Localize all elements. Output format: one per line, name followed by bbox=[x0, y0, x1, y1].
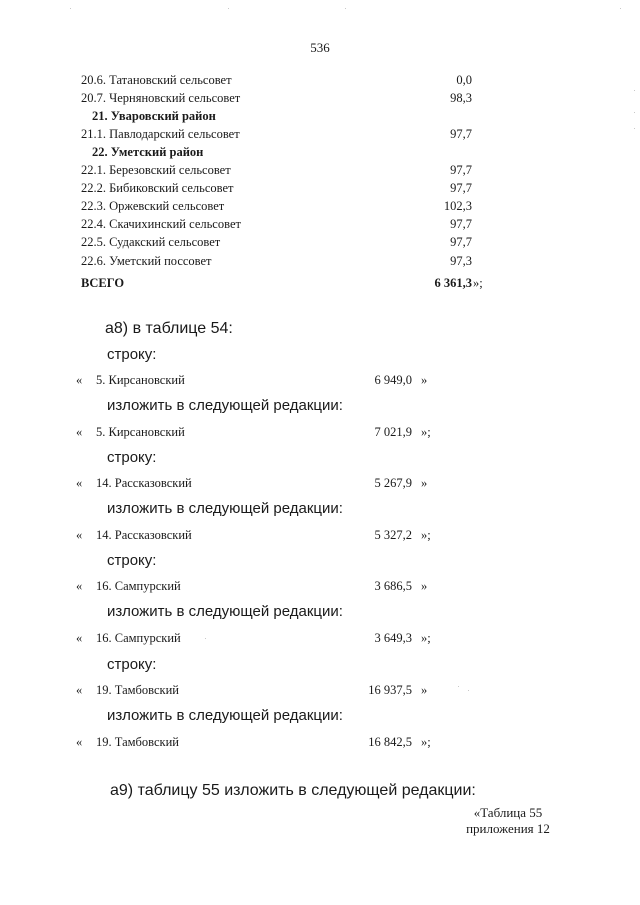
row-label: 21.1. Павлодарский сельсовет bbox=[81, 127, 240, 141]
row-label: 22.3. Оржевский сельсовет bbox=[81, 199, 225, 213]
scan-speck bbox=[205, 638, 206, 639]
old-row-value: 3 686,5 bbox=[374, 579, 412, 593]
row-value: 97,7 bbox=[450, 163, 472, 177]
district-heading: 22. Уметский район bbox=[92, 145, 204, 159]
row-value: 97,3 bbox=[450, 254, 472, 268]
new-row-label: 19. Тамбовский bbox=[96, 735, 179, 749]
scan-speck bbox=[620, 8, 621, 9]
open-quote: « bbox=[76, 425, 83, 439]
row-value: 102,3 bbox=[443, 199, 472, 213]
total-label: ВСЕГО bbox=[81, 276, 125, 290]
old-row-value: 5 267,9 bbox=[374, 476, 412, 490]
scan-speck bbox=[634, 112, 635, 113]
new-row-value: 3 649,3 bbox=[374, 631, 412, 645]
open-quote: « bbox=[76, 373, 83, 387]
row-label: 22.5. Судакский сельсовет bbox=[81, 235, 221, 249]
district-heading: 21. Уваровский район bbox=[92, 109, 216, 123]
scan-speck bbox=[634, 90, 635, 91]
row-value: 97,7 bbox=[450, 181, 472, 195]
total-suffix: »; bbox=[473, 276, 483, 290]
row-value: 97,7 bbox=[450, 217, 472, 231]
close-quote: »; bbox=[421, 735, 431, 749]
replace-label: изложить в следующей редакции: bbox=[107, 397, 343, 414]
new-row-label: 5. Кирсановский bbox=[96, 425, 185, 439]
close-quote: »; bbox=[421, 631, 431, 645]
row-label: 20.7. Черняновский сельсовет bbox=[81, 91, 241, 105]
row-label: 22.4. Скачихинский сельсовет bbox=[81, 217, 241, 231]
replace-label: изложить в следующей редакции: bbox=[107, 603, 343, 620]
open-quote: « bbox=[76, 476, 83, 490]
total-value: 6 361,3 bbox=[434, 276, 472, 290]
open-quote: « bbox=[76, 631, 83, 645]
close-quote: »; bbox=[421, 425, 431, 439]
new-row-value: 7 021,9 bbox=[374, 425, 412, 439]
scan-speck bbox=[228, 8, 229, 9]
scan-speck bbox=[458, 686, 459, 687]
row-label: 22.6. Уметский поссовет bbox=[81, 254, 212, 268]
scan-speck bbox=[345, 8, 346, 9]
replace-label: изложить в следующей редакции: bbox=[107, 707, 343, 724]
close-quote: »; bbox=[421, 528, 431, 542]
scan-speck bbox=[634, 128, 635, 129]
old-row-label: 5. Кирсановский bbox=[96, 373, 185, 387]
stroke-label: строку: bbox=[107, 656, 157, 673]
row-value: 98,3 bbox=[450, 91, 472, 105]
stroke-label: строку: bbox=[107, 552, 157, 569]
old-row-value: 16 937,5 bbox=[368, 683, 412, 697]
a9-heading: а9) таблицу 55 изложить в следующей редакции: bbox=[110, 782, 476, 799]
scan-speck bbox=[468, 690, 469, 691]
close-quote: » bbox=[421, 373, 428, 387]
new-row-value: 16 842,5 bbox=[368, 735, 412, 749]
open-quote: « bbox=[76, 528, 83, 542]
a8-heading: а8) в таблице 54: bbox=[105, 320, 233, 337]
open-quote: « bbox=[76, 683, 83, 697]
scan-speck bbox=[70, 8, 71, 9]
close-quote: » bbox=[421, 683, 428, 697]
row-label: 22.1. Березовский сельсовет bbox=[81, 163, 231, 177]
page-number: 536 bbox=[310, 40, 330, 55]
row-value: 97,7 bbox=[450, 235, 472, 249]
open-quote: « bbox=[76, 579, 83, 593]
row-label: 20.6. Татановский сельсовет bbox=[81, 73, 232, 87]
replace-label: изложить в следующей редакции: bbox=[107, 500, 343, 517]
close-quote: » bbox=[421, 579, 428, 593]
old-row-label: 14. Рассказовский bbox=[96, 476, 192, 490]
new-row-label: 14. Рассказовский bbox=[96, 528, 192, 542]
close-quote: » bbox=[421, 476, 428, 490]
row-value: 97,7 bbox=[450, 127, 472, 141]
old-row-label: 16. Сампурский bbox=[96, 579, 181, 593]
row-value: 0,0 bbox=[456, 73, 472, 87]
new-row-value: 5 327,2 bbox=[374, 528, 412, 542]
old-row-value: 6 949,0 bbox=[374, 373, 412, 387]
open-quote: « bbox=[76, 735, 83, 749]
new-row-label: 16. Сампурский bbox=[96, 631, 181, 645]
stroke-label: строку: bbox=[107, 449, 157, 466]
stroke-label: строку: bbox=[107, 346, 157, 363]
table-caption-appendix: приложения 12 bbox=[466, 821, 550, 836]
old-row-label: 19. Тамбовский bbox=[96, 683, 179, 697]
row-label: 22.2. Бибиковский сельсовет bbox=[81, 181, 234, 195]
table-caption-title: «Таблица 55 bbox=[473, 805, 543, 820]
